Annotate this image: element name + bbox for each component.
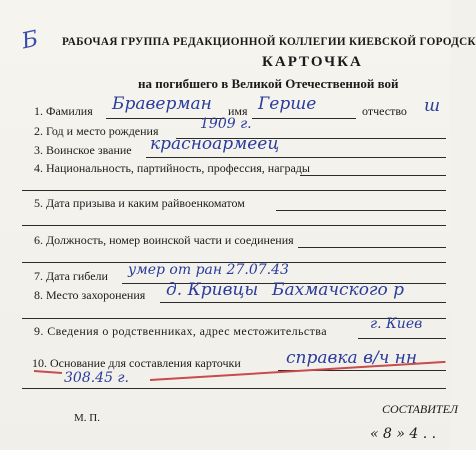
surname-value: Браверман	[112, 94, 212, 114]
death-label: 7. Дата гибели	[34, 269, 108, 283]
draft-label: 5. Дата призыва и каким райвоенкоматом	[34, 196, 245, 210]
name-line	[252, 118, 356, 119]
rank-label: 3. Воинское звание	[34, 143, 132, 157]
position-line	[298, 247, 446, 248]
relatives-value: г. Киев	[370, 316, 423, 332]
date-field: « 8 » 4 . .	[370, 426, 437, 442]
card-subtitle: на погибшего в Великой Отечественной вой	[138, 76, 399, 91]
rank-value: красноармеец	[150, 134, 280, 154]
nationality-line	[300, 175, 446, 176]
stamp-label: М. П.	[74, 412, 100, 424]
draft-line-2	[22, 225, 446, 226]
patronymic-label: отчество	[362, 104, 407, 118]
rank-line	[146, 157, 446, 158]
surname-label: 1. Фамилия	[34, 104, 93, 118]
death-value: умер от ран 27.07.43	[128, 262, 289, 278]
burial-value-2: Бахмачского р	[272, 280, 405, 300]
burial-line	[160, 302, 446, 303]
name-value: Герше	[258, 94, 317, 114]
relatives-line	[358, 338, 446, 339]
basis-value: справка в/ч нн	[286, 348, 418, 368]
corner-mark: Б	[19, 26, 41, 55]
burial-value: д. Кривцы	[166, 280, 259, 300]
basis-value-2: 308.45 г.	[64, 370, 129, 386]
card-title: КАРТОЧКА	[262, 54, 363, 70]
name-label: имя	[228, 104, 248, 118]
basis-label: 10. Основание для составления карточки	[32, 356, 241, 370]
birth-value: 1909 г.	[200, 116, 252, 132]
burial-label: 8. Место захоронения	[34, 288, 146, 302]
organization-header: РАБОЧАЯ ГРУППА РЕДАКЦИОННОЙ КОЛЛЕГИИ КИЕВСКОЙ ГОРОДСК	[62, 36, 476, 48]
nationality-label: 4. Национальность, партийность, профессия, награды	[34, 161, 310, 175]
patronymic-value: ш	[424, 96, 441, 116]
relatives-label: 9. Сведения о родственниках, адрес местожительства	[34, 324, 327, 338]
basis-line-2	[22, 388, 446, 389]
compiler-label: СОСТАВИТЕЛ	[382, 402, 459, 416]
birth-label: 2. Год и место рождения	[34, 124, 159, 138]
position-label: 6. Должность, номер воинской части и соединения	[34, 233, 294, 247]
draft-line	[276, 210, 446, 211]
nationality-line-2	[22, 190, 446, 191]
